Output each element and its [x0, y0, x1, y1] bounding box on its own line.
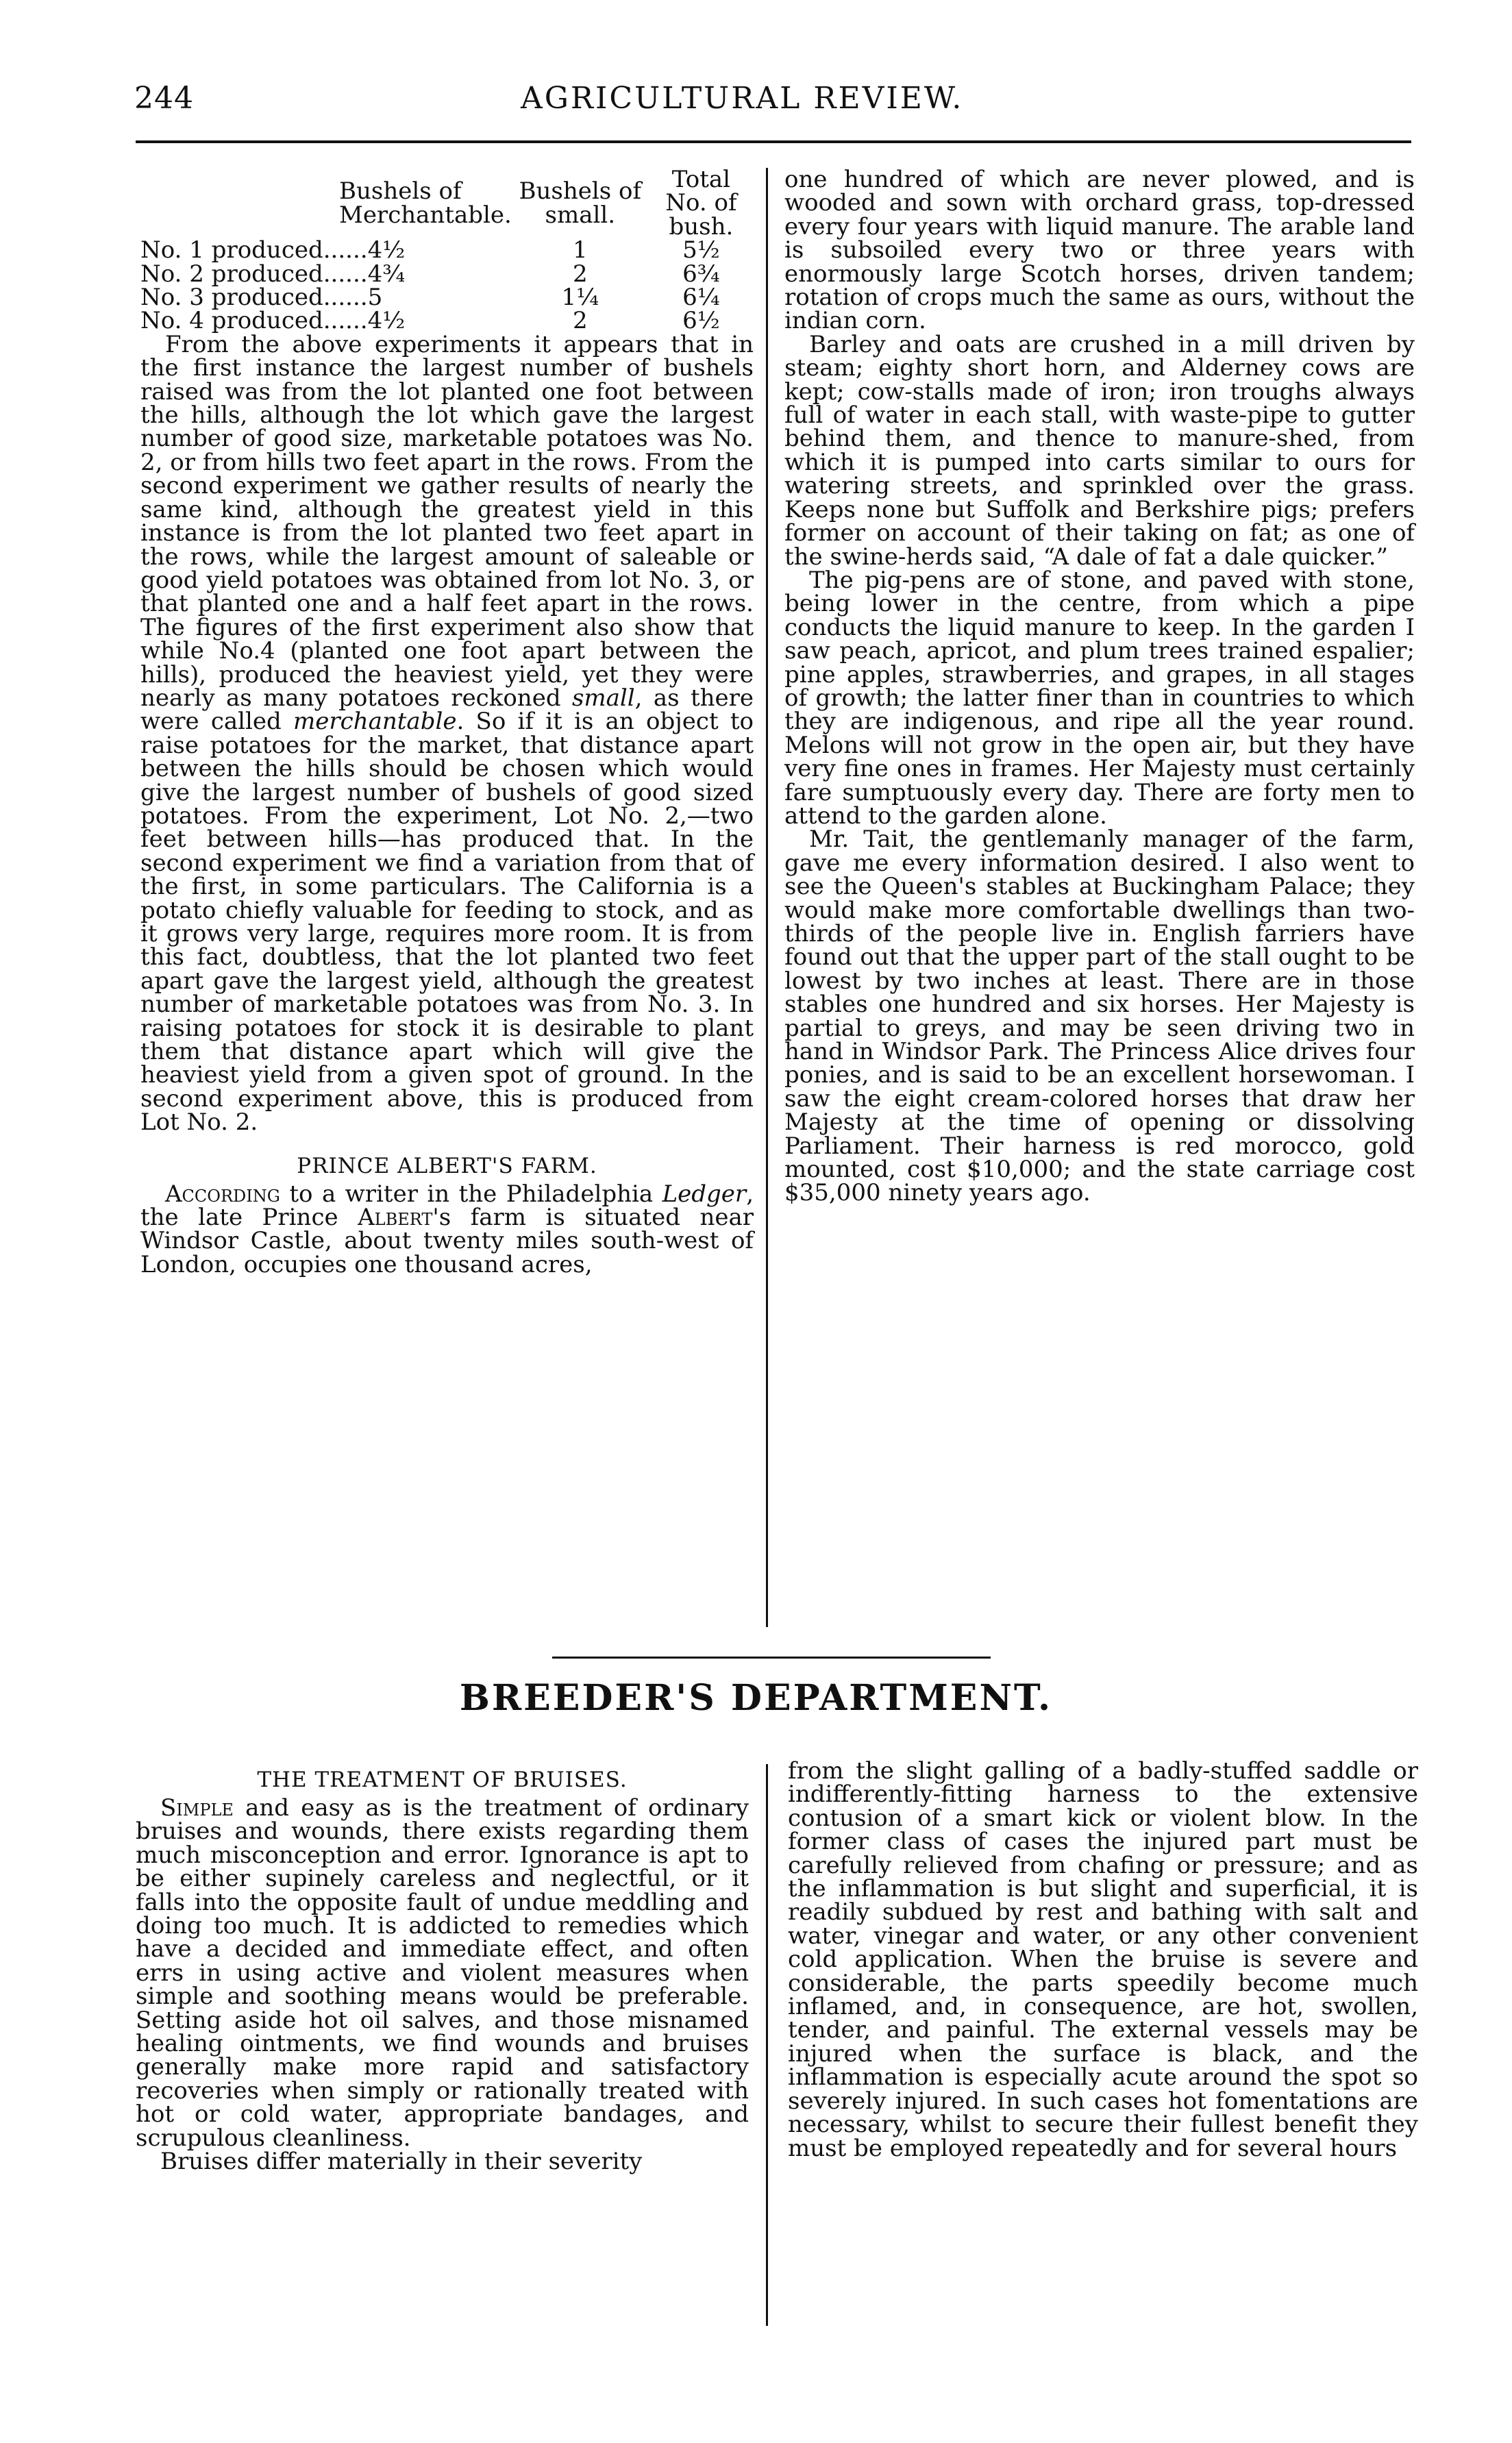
row-label: No. 1 produced...... [140, 236, 368, 264]
prince-albert-paragraph: According to a writer in the Philadelphia Ledger, the late Prince Albert's farm is situated near Windsor Castle, about twenty miles south-west of London, occupies one thousand acres, [140, 1180, 754, 1278]
paragraph: one hundred of which are never plowed, and is wooded and sown with orchard grass, top-dressed every four years with liquid manure. The arable land is subsoiled every two or three years with enormously large Scotch horses, driven tandem; rotation of crops much the same as ours, without the indian corn. [784, 166, 1415, 335]
table-row [140, 238, 754, 262]
small-value: 2 [572, 260, 588, 288]
section-rule [552, 1657, 991, 1659]
drop-lead: Simple [160, 1794, 234, 1822]
row-label: No. 3 produced...... [140, 284, 368, 312]
paragraph: Bruises differ materially in their severity [160, 2148, 643, 2176]
merchantable-value: 4½ [367, 307, 406, 335]
paragraph: Barley and oats are crushed in a mill driven by steam; eighty short horn, and Alderney cows are kept; cow-stalls made of iron; iron troughs always full of water in each stall, with waste-pipe to gutter behind them, and thence to manure-shed, from which it is pumped into carts similar to ours for watering streets, and sprinkled over the grass. Keeps none but Suffolk and Berkshire pigs; prefers former on account of their taking on fat; as one of the swine-herds said, “A dale of fat a dale quicker.” [784, 330, 1415, 571]
merchantable-value: 4½ [367, 236, 406, 264]
header-rule [136, 140, 1411, 143]
italic-merchantable: merchantable [293, 708, 457, 736]
row-label: No. 2 produced...... [140, 260, 368, 288]
column-header-total: Total No. of bush. [665, 166, 737, 240]
merchantable-value: 5 [367, 284, 383, 312]
potato-analysis-paragraph: From the above experiments it appears that in the first instance the largest number of bushels raised was from the lot planted one foot between the hills, although the lot which gave the largest number of good size, marketable potatoes was No. 2, or from hills two feet apart in the rows. From the second experiment we gather results of nearly the same kind, although the greatest yield in this instance is from the lot planted two feet apart in the rows, while the largest amount of saleable or good yield potatoes was obtained from lot No. 3, or that planted one and a half feet apart in the rows. The figures of the first experiment also show that while No.4 (planted one foot apart between the hills), produced the heaviest yield, yet they were nearly as many potatoes reckoned small, as there were called merchantable. So if it is an object to raise potatoes for the market, that distance apart between the hills should be chosen which would give the largest number of bushels of good sized potatoes. From the experiment, Lot No. 2,—two feet between hills—has produced that. In the second experiment we find a variation from that of the first, in some particulars. The California is a potato chiefly valuable for feeding to stock, and as it grows very large, requires more room. It is from this fact, doubtless, that the lot planted two feet apart gave the largest yield, although the greatest number of marketable potatoes was from No. 3. In raising potatoes for stock it is desirable to plant them that distance apart which will give the heaviest yield from a given spot of ground. In the second experiment above, this is produced from Lot No. 2. [140, 330, 754, 1137]
right-column-top [784, 168, 1415, 1205]
total-value: 6¾ [682, 260, 720, 288]
running-head: AGRICULTURAL REVIEW. [521, 81, 964, 116]
table-header-row [140, 168, 754, 238]
page-number: 244 [134, 81, 194, 116]
row-label: No. 4 produced...... [140, 307, 368, 335]
potato-yield-table [140, 168, 754, 333]
italic-ledger: Ledger [662, 1180, 747, 1208]
bruises-paragraph: Simple and easy as is the treatment of ordinary bruises and wounds, there exists regarding them much misconception and error. Ignorance is apt to be either supinely careless and neglectful, or it falls into the opposite fault of undue meddling and doing too much. It is addicted to remedies which have a decided and immediate effect, and often errs in using active and violent measures when simple and soothing means would be preferable. Setting aside hot oil salves, and those misnamed healing ointments, we find wounds and bruises generally make more rapid and satisfactory recoveries when simply or rationally treated with hot or cold water, appropriate bandages, and scrupulous cleanliness. [136, 1794, 749, 2152]
article-heading-bruises: THE TREATMENT OF BRUISES. [257, 1768, 628, 1792]
paragraph: from the slight galling of a badly-stuffed saddle or indifferently-fitting harness to the extensive contusion of a smart kick or violent blow. In the former class of cases the injured part must be carefully relieved from chafing or pressure; and as the inflammation is but slight and superficial, it is readily subdued by rest and bathing with salt and water, vinegar and water, or any other convenient cold application. When the bruise is severe and considerable, the parts speedily become much inflamed, and, in consequence, are hot, swollen, tender, and painful. The external vessels may be injured when the surface is black, and the inflammation is especially acute around the spot so severely injured. In such cases hot fomentations are necessary, whilst to secure their fullest benefit they must be employed repeatedly and for several hours [788, 1757, 1418, 2162]
small-value: 1¼ [561, 284, 599, 312]
column-divider-top [766, 168, 768, 1627]
column-divider-bottom [766, 1764, 768, 2326]
drop-lead: According [165, 1180, 280, 1208]
table-row [140, 309, 754, 332]
total-value: 6¼ [682, 284, 720, 312]
small-value: 2 [572, 307, 588, 335]
column-header-merchantable: Bushels of Merchantable. [339, 177, 512, 229]
paragraph: The pig-pens are of stone, and paved with stone, being lower in the centre, from which a pipe conducts the liquid manure to keep. In the garden I saw peach, apricot, and plum trees trained espalier; pine apples, strawberries, and grapes, in all stages of growth; the latter finer than in countries to which they are indigenous, and ripe all the year round. Melons will not grow in the open air, but they have very fine ones in frames. Her Majesty must certainly fare sumptuously every day. There are forty men to attend to the garden alone. [784, 566, 1415, 830]
right-column-bottom [788, 1759, 1418, 2160]
italic-small: small [571, 684, 635, 712]
left-column-top [140, 168, 754, 1276]
article-heading-prince-albert: PRINCE ALBERT'S FARM. [297, 1153, 597, 1178]
column-header-small: Bushels of small. [519, 177, 642, 229]
total-value: 6½ [682, 307, 720, 335]
table-row [140, 262, 754, 286]
total-value: 5½ [682, 236, 720, 264]
section-title: BREEDER'S DEPARTMENT. [459, 1677, 1053, 1719]
table-row [140, 286, 754, 309]
name-albert: Albert [358, 1204, 433, 1232]
left-column-bottom [136, 1768, 749, 2174]
paragraph: Mr. Tait, the gentlemanly manager of the farm, gave me every information desired. I also went to see the Queen's stables at Buckingham Palace; they would make more comfortable dwellings than two-thirds of the people live in. English farriers have found out that the upper part of the stall ought to be lowest by two inches at least. There are in those stables one hundred and six horses. Her Majesty is partial to greys, and may be seen driving two in hand in Windsor Park. The Princess Alice drives four ponies, and is said to be an excellent horsewoman. I saw the eight cream-colored horses that draw her Majesty at the time of opening or dissolving Parliament. Their harness is red morocco, gold mounted, cost $10,000; and the state carriage cost $35,000 ninety years ago. [784, 826, 1415, 1207]
small-value: 1 [572, 236, 588, 264]
table-header-blank [140, 168, 339, 238]
merchantable-value: 4¾ [367, 260, 406, 288]
